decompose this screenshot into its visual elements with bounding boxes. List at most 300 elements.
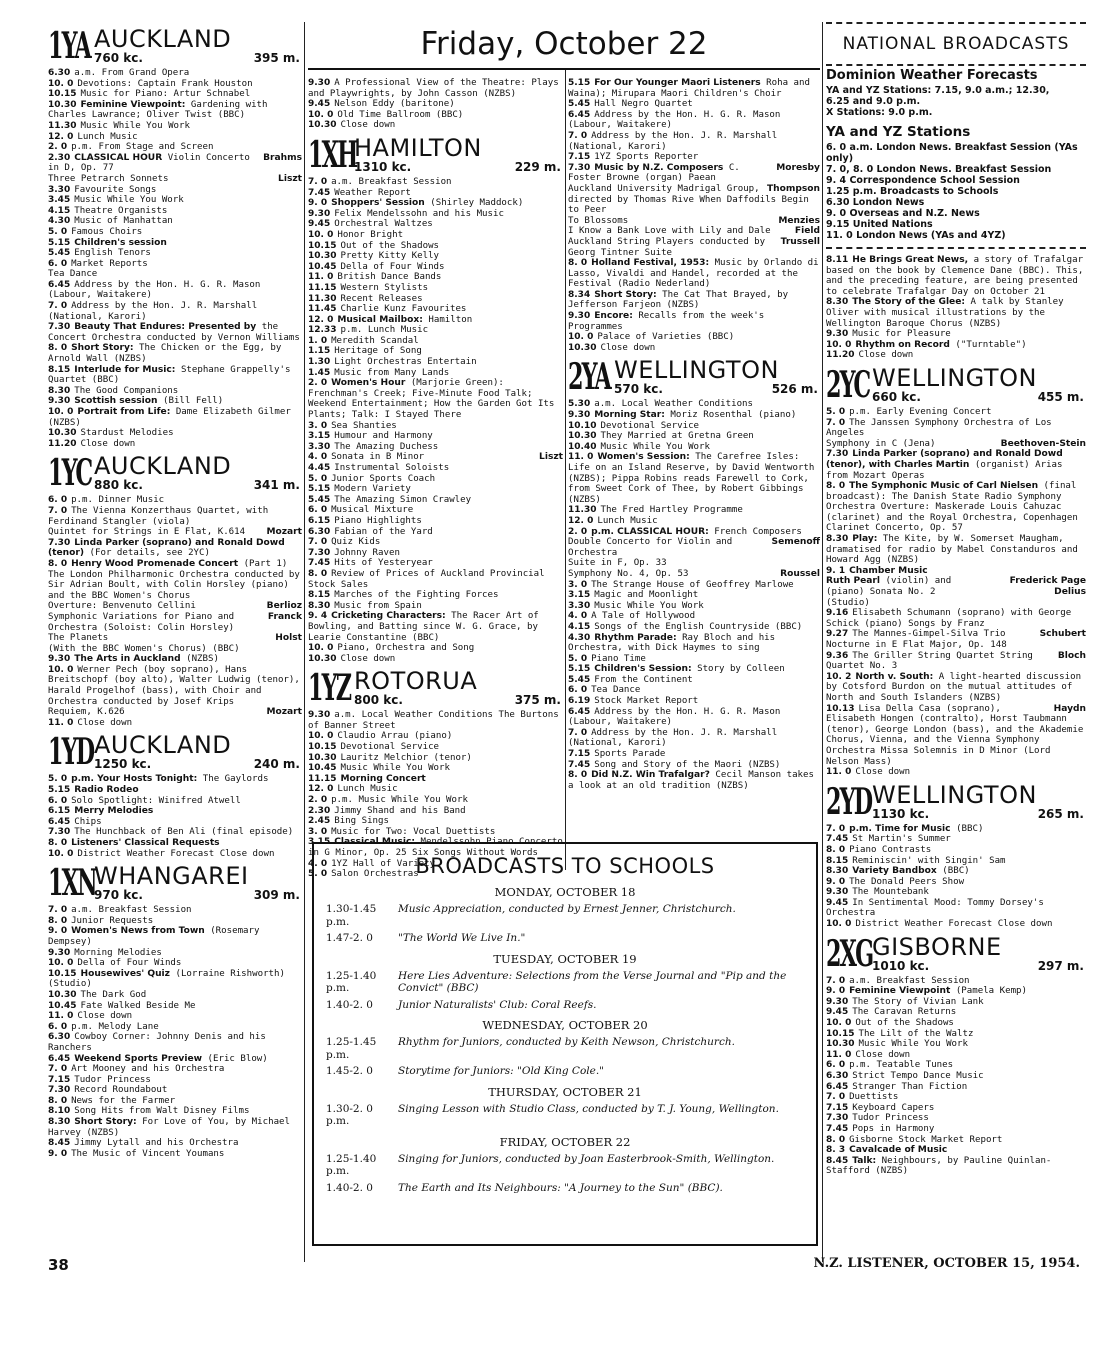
programme-item bbox=[826, 1156, 1086, 1177]
programme-title: Variety Bandbox bbox=[852, 866, 937, 877]
composer: Schubert bbox=[1039, 629, 1086, 640]
programme-description: A light-hearted discussion by Cotsford Burdon on the mutual attitudes of North and South Islanders (NZBS) bbox=[826, 671, 1082, 703]
programme-item bbox=[568, 633, 820, 654]
programme-title: Henry Wood Promenade Concert bbox=[71, 558, 239, 569]
programme-description: The Planets bbox=[48, 633, 109, 644]
programme-time: 9.30 bbox=[308, 208, 331, 219]
programme-item bbox=[568, 410, 820, 421]
school-row bbox=[326, 970, 804, 995]
school-time: 1.25-1.45 p.m. bbox=[326, 1036, 377, 1061]
programme-description: Instrumental Soloists bbox=[334, 463, 450, 473]
programme-item bbox=[308, 495, 563, 506]
programme-description: Piano Contrasts bbox=[849, 844, 932, 855]
programme-time: 9.45 bbox=[308, 99, 331, 110]
programme-item bbox=[568, 421, 820, 432]
programme-time: 10. 0 bbox=[826, 339, 852, 350]
programme-time: 6. 0 bbox=[48, 258, 68, 269]
station-call-sign: 1XN bbox=[48, 862, 96, 905]
programme-time: 9. 1 bbox=[826, 565, 846, 576]
programme-description: The Cat That Brayed, by Jefferson Farjeon (NZBS) bbox=[568, 289, 789, 311]
programme-item bbox=[568, 431, 820, 442]
programme-time: 6. 0 bbox=[568, 685, 588, 696]
composer: Beethoven-Stein bbox=[1000, 438, 1086, 449]
station-header bbox=[826, 782, 1086, 822]
station-name: WHANGAREI bbox=[94, 862, 249, 891]
programme-item bbox=[308, 368, 563, 379]
programme-time: 7. 0 bbox=[826, 975, 846, 986]
programme-item bbox=[48, 654, 302, 665]
programme-title: Classical Music: bbox=[334, 837, 415, 848]
programme-item bbox=[826, 1050, 1086, 1061]
station-name: ROTORUA bbox=[354, 667, 478, 696]
station-frequency: 800 kc. bbox=[354, 693, 403, 708]
school-desc: Storytime for Juniors: "Old King Cole." bbox=[398, 1065, 605, 1077]
programme-description: p.m. Music While You Work bbox=[331, 795, 468, 806]
programme-description: Strict Tempo Dance Music bbox=[852, 1071, 984, 1081]
programme-title: Play: bbox=[852, 534, 878, 545]
programme-time: 10. 2 bbox=[826, 671, 852, 682]
programme-item bbox=[48, 1022, 302, 1033]
programme-item bbox=[308, 611, 563, 643]
programme-time: 8. 0 bbox=[48, 1095, 68, 1106]
programme-time: 6.30 bbox=[48, 1032, 71, 1043]
programme-title: Scottish session bbox=[74, 396, 158, 407]
programme-item bbox=[826, 898, 1086, 919]
programme-time: 7.30 bbox=[48, 1085, 71, 1096]
programme-time: 8.34 bbox=[568, 289, 591, 300]
station-header bbox=[48, 863, 302, 903]
programme-time: 8.45 bbox=[48, 1138, 71, 1149]
composer: Frederick Page bbox=[1009, 576, 1086, 587]
station-header bbox=[48, 732, 302, 772]
programme-description: (Marjorie Green): Frenchman's Creek; Five-Minute Food Talk; Weekend Entertainment; How the Garden Got Its Plants; Talk: I Stayed There bbox=[308, 378, 555, 421]
programme-time: 10. 0 bbox=[568, 332, 594, 343]
programme-time: 10.13 bbox=[826, 703, 855, 714]
column-3 bbox=[568, 78, 820, 908]
school-desc: Here Lies Adventure: Selections from the Verse Journal and "Pip and the Convict" (BBC) bbox=[398, 969, 787, 994]
programme-item bbox=[826, 824, 1086, 835]
programme-description: Music for Two: Vocal Duettists bbox=[331, 826, 496, 837]
station-wavelength: 341 m. bbox=[253, 478, 300, 493]
programme-time: 9.16 bbox=[826, 608, 849, 619]
programme-description: The Hunchback of Ben Ali (final episode) bbox=[74, 827, 294, 838]
programme-time: 6. 0 bbox=[48, 495, 68, 506]
programme-item bbox=[48, 322, 302, 343]
programme-item bbox=[826, 598, 1086, 609]
programme-item bbox=[568, 343, 820, 354]
programme-description: Famous Choirs bbox=[71, 226, 143, 237]
programme-description: Piano Highlights bbox=[334, 515, 422, 526]
programme-description: Songs of the English Countryside (BBC) bbox=[594, 621, 803, 632]
programme-description: Out of the Shadows bbox=[855, 1018, 954, 1029]
programme-item bbox=[308, 537, 563, 548]
programme-time: 9. 0 bbox=[308, 198, 328, 209]
programme-item bbox=[308, 590, 563, 601]
composer: Bloch bbox=[1057, 650, 1086, 661]
programme-description: News for the Farmer bbox=[71, 1095, 176, 1106]
programme-title: CLASSICAL HOUR bbox=[74, 152, 163, 163]
programme-item bbox=[308, 209, 563, 220]
programme-item bbox=[568, 216, 820, 227]
column-1 bbox=[48, 22, 302, 1252]
programme-title: Beauty That Endures: Presented by bbox=[74, 322, 257, 333]
programme-description: I Know a Bank Love with Lily and Dale bbox=[568, 226, 771, 237]
programme-description: Music from Spain bbox=[334, 600, 422, 611]
station-header bbox=[826, 934, 1086, 974]
programme-description: Song Hits from Walt Disney Films bbox=[74, 1106, 250, 1117]
programme-description: Bing Sings bbox=[334, 816, 389, 827]
school-time: 1.45-2. 0 bbox=[326, 1065, 373, 1077]
programme-item bbox=[568, 442, 820, 453]
programme-time: 11. 0 bbox=[568, 452, 594, 463]
programme-item bbox=[48, 1032, 302, 1053]
programme-time: 7.45 bbox=[826, 1123, 849, 1134]
programme-time: 10. 0 bbox=[826, 1018, 852, 1029]
programme-item bbox=[48, 121, 302, 132]
programme-item bbox=[48, 1011, 302, 1022]
column-divider bbox=[822, 22, 823, 1262]
programme-time: 10.45 bbox=[308, 763, 337, 774]
programme-time: 10.15 bbox=[826, 1028, 855, 1039]
programme-description: Lauritz Melchior (tenor) bbox=[340, 752, 472, 763]
programme-item bbox=[826, 1113, 1086, 1124]
national-broadcasts-title: NATIONAL BROADCASTS bbox=[842, 34, 1070, 54]
programme-title: Housewives' Quiz bbox=[80, 968, 170, 979]
composer: Berlioz bbox=[266, 601, 302, 612]
programme-item bbox=[48, 785, 302, 796]
programme-time: 8.30 bbox=[308, 600, 331, 611]
school-desc: Junior Naturalists' Club: Coral Reefs. bbox=[398, 998, 597, 1011]
programme-item bbox=[308, 763, 563, 774]
programme-time: 10.30 bbox=[308, 752, 337, 763]
programme-time: 4. 0 bbox=[308, 452, 328, 463]
programme-item bbox=[48, 195, 302, 206]
programme-item bbox=[48, 969, 302, 990]
programme-item bbox=[48, 905, 302, 916]
programme-time: 3.45 bbox=[48, 195, 71, 206]
programme-description: (BBC) bbox=[956, 823, 984, 834]
programme-time: 8.30 bbox=[826, 297, 849, 308]
programme-description: Orchestral Waltzes bbox=[334, 219, 433, 230]
programme-description: Address by the Hon. J. R. Marshall (National, Karori) bbox=[48, 301, 258, 322]
programme-time: 10.45 bbox=[48, 1000, 77, 1011]
programme-description: Elisabeth Schumann (soprano) with George Schick (piano) Songs by Franz bbox=[826, 608, 1072, 629]
programme-description: (Part 1) The London Philharmonic Orchestra conducted by Sir Adrian Boult, with Colin Horsley (piano) and the BBC Women's Chorus bbox=[48, 558, 300, 601]
programme-time: 5. 0 bbox=[48, 774, 68, 785]
programme-description: Auckland University Madrigal Group, directed by Thomas Rive When Daffodils Begin to Peer bbox=[568, 183, 809, 216]
programme-time: 10.45 bbox=[308, 261, 337, 272]
programme-title: Women's News from Town bbox=[71, 926, 205, 937]
programme-item bbox=[48, 817, 302, 828]
national-item bbox=[826, 208, 1086, 219]
programme-description: Symphonic Variations for Piano and Orchestra (Soloist: Colin Horsley) bbox=[48, 611, 235, 633]
programme-time: 10.30 bbox=[568, 342, 597, 353]
programme-item bbox=[48, 1117, 302, 1138]
programme-description: a story of Trafalgar based on the book by Clemence Dane (BBC). This, and the preceding feature, are being presented to celebrate Trafalgar Day on October 21 bbox=[826, 255, 1084, 297]
school-day: MONDAY, OCTOBER 18 bbox=[494, 885, 636, 899]
programme-time: 9. 4 bbox=[308, 611, 328, 622]
programme-time: 9.30 bbox=[48, 396, 71, 407]
programme-description: Moriz Rosenthal (piano) bbox=[670, 410, 797, 421]
programme-description: (BBC) bbox=[942, 866, 970, 877]
station-name: AUCKLAND bbox=[94, 452, 232, 481]
programme-description: Gisborne Stock Market Report bbox=[849, 1134, 1003, 1145]
programme-title: Ruth Pearl bbox=[826, 576, 881, 587]
programme-item bbox=[308, 601, 563, 612]
divider bbox=[826, 247, 1086, 249]
programme-description: Solo Spotlight: Winifred Atwell bbox=[71, 795, 241, 806]
programme-item bbox=[48, 1075, 302, 1086]
programme-item bbox=[826, 767, 1086, 778]
programme-item bbox=[826, 1082, 1086, 1093]
programme-description: (Lorraine Rishworth) (Studio) bbox=[48, 968, 285, 990]
national-broadcasts-box bbox=[826, 22, 1086, 66]
programme-time: 6.45 bbox=[48, 279, 71, 290]
programme-item bbox=[48, 365, 302, 386]
station-call-sign: 1XH bbox=[308, 133, 357, 176]
programme-item bbox=[826, 1039, 1086, 1050]
station-call-sign: 1YC bbox=[48, 452, 92, 495]
programme-item bbox=[568, 760, 820, 771]
programme-title: p.m. CLASSICAL HOUR: bbox=[591, 526, 709, 537]
programme-description: Felix Mendelssohn and his Music bbox=[334, 208, 504, 219]
programme-item bbox=[568, 527, 820, 538]
programme-time: 6.45 bbox=[48, 1053, 71, 1064]
programme-description: Violin Concerto in D, Op. 77 bbox=[48, 152, 250, 174]
programme-item bbox=[48, 1064, 302, 1075]
programme-item bbox=[826, 877, 1086, 888]
programme-time: 10. 0 bbox=[826, 919, 852, 930]
programme-time: 9. 0 bbox=[826, 986, 846, 997]
programme-item bbox=[48, 238, 302, 249]
programme-title: Morning Concert bbox=[340, 773, 426, 784]
programme-item bbox=[568, 569, 820, 580]
programme-item bbox=[48, 132, 302, 143]
programme-description: Piano Time bbox=[591, 653, 646, 664]
programme-time: 11.45 bbox=[308, 304, 337, 315]
programme-time: 5.15 bbox=[568, 664, 591, 675]
national-item bbox=[826, 175, 1086, 186]
programme-time: 5.15 bbox=[308, 484, 331, 495]
programme-item bbox=[308, 336, 563, 347]
broadcasts-to-schools-box bbox=[312, 842, 818, 1246]
programme-item bbox=[308, 421, 563, 432]
programme-time: 10.15 bbox=[308, 742, 337, 753]
programme-description: Music While You Work bbox=[340, 763, 450, 774]
weather-heading: Dominion Weather Forecasts bbox=[826, 68, 1038, 83]
station-wavelength: 455 m. bbox=[1037, 389, 1084, 404]
programme-item bbox=[826, 439, 1086, 450]
programme-description: (For details, see 2YC) bbox=[89, 548, 210, 559]
programme-title: Short Story: bbox=[71, 343, 134, 354]
programme-item bbox=[48, 838, 302, 849]
programme-item bbox=[308, 272, 563, 283]
programme-time: 8. 0 bbox=[48, 915, 68, 926]
stations-heading: YA and YZ Stations bbox=[826, 124, 971, 140]
programme-time: 4.30 bbox=[48, 216, 71, 227]
programme-item bbox=[568, 110, 820, 131]
national-time: 9. 0 bbox=[826, 208, 850, 219]
programme-description: Lunch Music bbox=[597, 515, 658, 526]
programme-item bbox=[568, 664, 820, 675]
programme-time: 10. 0 bbox=[48, 78, 74, 89]
programme-description: Music from Many Lands bbox=[334, 367, 450, 378]
programme-time: 8.30 bbox=[48, 1117, 71, 1128]
programme-time: 8. 0 bbox=[308, 568, 328, 579]
national-time: 7. 0, 8. 0 bbox=[826, 164, 877, 175]
programme-description: Devotional Service bbox=[340, 742, 440, 753]
programme-title: The Symphonic Music of Carl Nielsen bbox=[849, 481, 1039, 492]
programme-title: Cricketing Characters: bbox=[331, 611, 446, 622]
programme-item bbox=[48, 633, 302, 644]
programme-time: 11. 0 bbox=[48, 1011, 74, 1022]
station-frequency: 1010 kc. bbox=[872, 958, 930, 973]
programme-item bbox=[48, 206, 302, 217]
programme-item bbox=[308, 474, 563, 485]
programme-time: 7.45 bbox=[568, 759, 591, 770]
programme-description: Music by Orlando di Lasso, Vivaldi and Handel, recorded at the Festival (Radio Nederland) bbox=[568, 258, 819, 290]
national-desc: London News. Breakfast Session bbox=[876, 164, 1052, 175]
station-call-sign: 2YC bbox=[826, 363, 870, 406]
programme-description: Address by the Hon. J. R. Marshall (National, Karori) bbox=[568, 727, 778, 749]
programme-title: Morning Star: bbox=[594, 410, 665, 421]
programme-description: a.m. Local Weather Conditions The Burtons of Banner Street bbox=[308, 710, 559, 731]
programme-time: 8. 0 bbox=[568, 258, 588, 269]
programme-item bbox=[48, 1149, 302, 1160]
programme-item bbox=[308, 315, 563, 326]
programme-item bbox=[568, 611, 820, 622]
programme-description: The Gaylords bbox=[202, 774, 269, 785]
programme-item bbox=[308, 346, 563, 357]
programme-item bbox=[48, 428, 302, 439]
programme-item bbox=[568, 131, 820, 152]
programme-time: 5.15 bbox=[568, 78, 591, 88]
programme-time: 10. 0 bbox=[48, 407, 74, 417]
programme-item bbox=[826, 1135, 1086, 1146]
programme-description: Keyboard Capers bbox=[852, 1102, 935, 1113]
programme-item bbox=[308, 795, 563, 806]
national-desc: p.m. Broadcasts to Schools bbox=[852, 186, 999, 197]
programme-item bbox=[826, 866, 1086, 877]
programme-description: Della of Four Winds bbox=[340, 261, 445, 272]
programme-description: The Janssen Symphony Orchestra of Los Angeles bbox=[826, 417, 1052, 439]
programme-description: a.m. From Grand Opera bbox=[74, 68, 190, 78]
programme-title: Chamber Music bbox=[849, 565, 928, 576]
programme-item bbox=[308, 431, 563, 442]
programme-item bbox=[48, 79, 302, 90]
programme-description: Devotions: Captain Frank Houston bbox=[77, 78, 253, 89]
programme-item bbox=[48, 559, 302, 601]
programme-item bbox=[48, 796, 302, 807]
programme-description: Address by the Hon. H. G. R. Mason (Labour, Waitakere) bbox=[568, 706, 781, 728]
school-row bbox=[326, 1103, 804, 1128]
programme-description: Reminiscin' with Singin' Sam bbox=[852, 855, 1006, 866]
programme-item bbox=[48, 916, 302, 927]
programme-item bbox=[308, 219, 563, 230]
programme-description: 1YZ Sports Reporter bbox=[594, 152, 699, 163]
weather-line: 6.25 and 9.0 p.m. bbox=[826, 96, 921, 107]
programme-time: 7.30 bbox=[826, 449, 849, 460]
programme-item bbox=[568, 675, 820, 686]
programme-item bbox=[48, 1106, 302, 1117]
programme-item bbox=[308, 774, 563, 785]
programme-item bbox=[48, 827, 302, 838]
school-desc: Singing for Juniors, conducted by Joan Easterbrook-Smith, Wellington. bbox=[398, 1152, 775, 1165]
school-time: 1.25-1.40 p.m. bbox=[326, 969, 377, 994]
programme-description: Piano, Orchestra and Song bbox=[337, 643, 475, 654]
programme-time: 6.45 bbox=[48, 816, 71, 827]
station-call-sign: 1YA bbox=[48, 25, 90, 67]
programme-time: 1.15 bbox=[308, 346, 331, 357]
programme-description: (Pamela Kemp) bbox=[955, 986, 1028, 997]
programme-description: Junior Sports Coach bbox=[331, 473, 436, 484]
programme-item bbox=[48, 153, 302, 174]
programme-title: Women's Session: bbox=[597, 452, 690, 463]
programme-item bbox=[568, 696, 820, 707]
programme-time: 7. 0 bbox=[308, 537, 328, 548]
programme-time: 2. 0 bbox=[308, 795, 328, 806]
programme-item bbox=[48, 174, 302, 185]
programme-time: 8. 0 bbox=[568, 770, 588, 781]
programme-item bbox=[308, 827, 563, 838]
programme-item bbox=[826, 1007, 1086, 1018]
programme-time: 12. 0 bbox=[568, 515, 594, 526]
programme-time: 11.30 bbox=[308, 293, 337, 304]
programme-description: p.m. Dinner Music bbox=[71, 495, 165, 506]
programme-description: To Blossoms bbox=[568, 215, 629, 226]
programme-item bbox=[826, 1103, 1086, 1114]
programme-item bbox=[826, 629, 1086, 650]
station-frequency: 1310 kc. bbox=[354, 159, 412, 174]
page-number: 38 bbox=[48, 1256, 69, 1274]
programme-description: A Professional View of the Theatre: Plays and Playwrights, by John Casson (NZBS) bbox=[308, 78, 559, 99]
programme-time: 5.45 bbox=[48, 248, 71, 259]
composer: Holst bbox=[275, 633, 302, 644]
programme-description: Charlie Kunz Favourites bbox=[340, 304, 467, 315]
programme-item bbox=[568, 311, 820, 332]
programme-description: a.m. Local Weather Conditions bbox=[594, 399, 753, 410]
programme-description: Neighbours, by Pauline Quinlan-Stafford (NZBS) bbox=[826, 1155, 1052, 1177]
programme-item bbox=[308, 784, 563, 795]
programme-description: The Chicken or the Egg, by Arnold Wall (NZBS) bbox=[48, 343, 282, 365]
programme-description: French Composers bbox=[714, 526, 802, 537]
programme-time: 7.45 bbox=[826, 834, 849, 845]
programme-item bbox=[568, 728, 820, 749]
national-item bbox=[826, 219, 1086, 230]
programme-item bbox=[568, 290, 820, 311]
programme-description: p.m. Lunch Music bbox=[340, 325, 429, 336]
programme-time: 7.15 bbox=[48, 1074, 71, 1085]
programme-item bbox=[568, 580, 820, 591]
programme-item bbox=[826, 887, 1086, 898]
school-desc: Rhythm for Juniors, conducted by Keith Newson, Christchurch. bbox=[398, 1036, 735, 1048]
programme-title: Rhythm Parade: bbox=[594, 632, 677, 643]
programme-item bbox=[826, 856, 1086, 867]
station-frequency: 660 kc. bbox=[872, 389, 921, 404]
national-item bbox=[826, 186, 1086, 197]
school-time: 1.25-1.40 p.m. bbox=[326, 1152, 377, 1177]
national-desc: a.m. London News. Breakfast Session (YAs only) bbox=[826, 142, 1078, 164]
school-row bbox=[326, 1153, 804, 1178]
station-frequency: 570 kc. bbox=[614, 382, 663, 397]
programme-description: p.m. Melody Lane bbox=[71, 1021, 159, 1032]
school-row bbox=[326, 1065, 804, 1078]
programme-time: 9. 0 bbox=[48, 926, 68, 937]
station-name: HAMILTON bbox=[354, 133, 482, 162]
composer: Trussell bbox=[780, 236, 820, 247]
school-time: 1.40-2. 0 bbox=[326, 1181, 373, 1194]
programme-item bbox=[826, 566, 1086, 577]
